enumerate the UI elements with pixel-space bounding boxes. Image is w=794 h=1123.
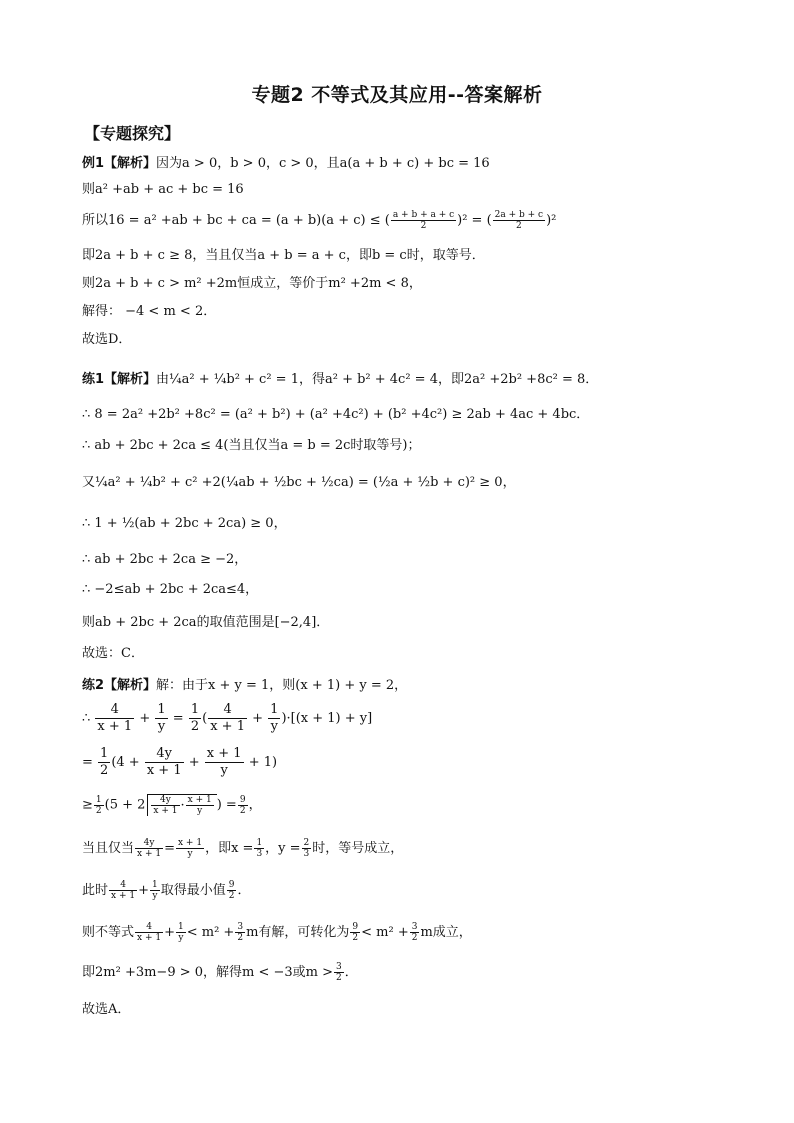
frac-1-y-f: $\frac{1}{y}$ <box>152 880 158 901</box>
ex1-line-7: 故选D． <box>82 332 132 347</box>
pr1-line-9: 故选：C． <box>82 646 144 661</box>
frac-4-x1-g: $\frac{4}{x + 1}$ <box>137 922 162 943</box>
pr2-lead: 练2【解析】 <box>82 678 157 693</box>
pr2-line-8: 即2m² +3m−9 > 0，解得m < −3或m > $\frac{3}{2}$ ． <box>82 962 358 983</box>
pr1-line-2: ∴ 8 = 2a² +2b² +8c² = (a² + b²) + (a² +4c²) + (b² +4c²) ≥ 2ab + 4ac + 4bc． <box>82 407 590 422</box>
ex1-line-5: 则2a + b + c > m² +2m恒成立，等价于m² +2m < 8， <box>82 276 422 291</box>
pr2-line-9: 故选A． <box>82 1002 131 1017</box>
frac-4-x1-f: $\frac{4}{x + 1}$ <box>111 880 136 901</box>
frac-2-over-3: $\frac{2}{3}$ <box>303 838 310 859</box>
frac-9-2-g: $\frac{9}{2}$ <box>352 922 359 943</box>
ex1-line-1 <box>82 154 490 174</box>
frac-3-2-g: $\frac{3}{2}$ <box>237 922 244 943</box>
frac-4y-x1-s: $\frac{4y}{x + 1}$ <box>153 795 178 816</box>
ex1-text-3a: 所以16 = a² +ab + bc + ca = (a + b)(a + c) ≤ ( <box>82 213 390 228</box>
document-title: 专题2 不等式及其应用--答案解析 <box>251 84 543 106</box>
frac-9-over-2: $\frac{9}{2}$ <box>239 794 246 816</box>
pr2-line-2: ∴ $\frac{4}{x + 1}$ + $\frac{1}{y}$ = $\frac{1}{2}$ ( $\frac{4}{x + 1}$ + $\frac{1}{y}$ )·[(x + 1) + y] <box>82 702 373 734</box>
ex1-text-3c: )² <box>546 213 557 228</box>
pr1-line-1 <box>82 370 598 390</box>
pr2-line-4: ≥ $\frac{1}{2}$ (5 + 2 $\frac{4y}{x + 1}$ · $\frac{x + 1}{y}$ ) = $\frac{9}{2}$ ， <box>82 794 262 816</box>
pr2-line-5: 当且仅当 $\frac{4y}{x + 1}$ = $\frac{x + 1}{y}$ ，即x = $\frac{1}{3}$ ，y = $\frac{2}{3}$ 时，等号成立， <box>82 838 404 859</box>
ex1-line-2: 则a² +ab + ac + bc = 16 <box>82 182 244 197</box>
ex1-frac-1: $\frac{a + b + a + c}{2}$ <box>392 210 455 231</box>
pr2-line-3: = $\frac{1}{2}$ (4 + $\frac{4y}{x + 1}$ + $\frac{x + 1}{y}$ + 1) <box>82 746 278 778</box>
frac-x1-y-e: $\frac{x + 1}{y}$ <box>178 838 203 859</box>
frac-1-over-2: $\frac{1}{2}$ <box>190 702 200 734</box>
ex1-line-4: 即2a + b + c ≥ 8，当且仅当a + b = a + c，即b = c时，取等号． <box>82 248 485 263</box>
pr2-text-1: 解：由于x + y = 1，则(x + 1) + y = 2， <box>156 678 408 693</box>
frac-half-d: $\frac{1}{2}$ <box>95 794 102 816</box>
frac-1-over-y: $\frac{1}{y}$ <box>157 702 166 734</box>
ex1-line-6: 解得： −4 < m < 2． <box>82 304 217 319</box>
frac-3-2-h: $\frac{3}{2}$ <box>336 962 342 983</box>
section-heading: 【专题探究】 <box>84 124 181 143</box>
ex1-frac-2: $\frac{2a + b + c}{2}$ <box>494 210 544 231</box>
pr1-line-5: ∴ 1 + ½(ab + 2bc + 2ca) ≥ 0， <box>82 516 287 531</box>
frac-3-2-g2: $\frac{3}{2}$ <box>411 922 418 943</box>
ex1-lead: 例1【解析】 <box>82 156 157 171</box>
frac-4y-over-x1: $\frac{4y}{x + 1}$ <box>146 746 182 778</box>
ex1-text-1: 因为a > 0，b > 0，c > 0，且a(a + b + c) + bc = 16 <box>156 156 490 171</box>
frac-4y-x1-e: $\frac{4y}{x + 1}$ <box>137 838 162 859</box>
pr1-line-8: 则ab + 2bc + 2ca的取值范围是[−2,4]． <box>82 615 330 630</box>
pr2-line-7: 则不等式 $\frac{4}{x + 1}$ + $\frac{1}{y}$ < m² + $\frac{3}{2}$ m有解，可转化为 $\frac{9}{2}$ < m² + $\frac{3}{2}$ m成立， <box>82 922 472 943</box>
pr1-text-1: 由¼a² + ¼b² + c² = 1，得a² + b² + 4c² = 4，即2a² +2b² +8c² = 8． <box>156 372 599 387</box>
frac-4-over-x1: $\frac{4}{x + 1}$ <box>97 702 133 734</box>
frac-1-over-3: $\frac{1}{3}$ <box>256 838 263 859</box>
frac-9-2-f: $\frac{9}{2}$ <box>228 880 235 901</box>
sqrt-expression: $\frac{4y}{x + 1}$ · $\frac{x + 1}{y}$ <box>147 794 216 816</box>
pr1-line-6: ∴ ab + 2bc + 2ca ≥ −2， <box>82 552 248 567</box>
frac-x1-over-y: $\frac{x + 1}{y}$ <box>206 746 242 778</box>
frac-1-over-2-c: $\frac{1}{2}$ <box>100 746 109 778</box>
frac-4-over-x1-b: $\frac{4}{x + 1}$ <box>210 702 245 734</box>
frac-1-y-g: $\frac{1}{y}$ <box>178 922 184 943</box>
ex1-line-3 <box>82 210 556 231</box>
pr1-line-7: ∴ −2≤ab + 2bc + 2ca≤4， <box>82 582 259 597</box>
frac-x1-y-s: $\frac{x + 1}{y}$ <box>187 795 212 816</box>
pr1-lead: 练1【解析】 <box>82 372 157 387</box>
ex1-text-3b: )² = ( <box>457 213 492 228</box>
pr1-line-3: ∴ ab + 2bc + 2ca ≤ 4(当且仅当a = b = 2c时取等号)； <box>82 438 421 453</box>
pr1-line-4: 又¼a² + ¼b² + c² +2(¼ab + ½bc + ½ca) = (½a + ½b + c)² ≥ 0， <box>82 475 516 490</box>
frac-1-over-y-b: $\frac{1}{y}$ <box>270 702 279 734</box>
pr2-line-6: 此时 $\frac{4}{x + 1}$ + $\frac{1}{y}$ 取得最小值 $\frac{9}{2}$ ． <box>82 880 251 901</box>
pr2-line-1 <box>82 676 407 696</box>
